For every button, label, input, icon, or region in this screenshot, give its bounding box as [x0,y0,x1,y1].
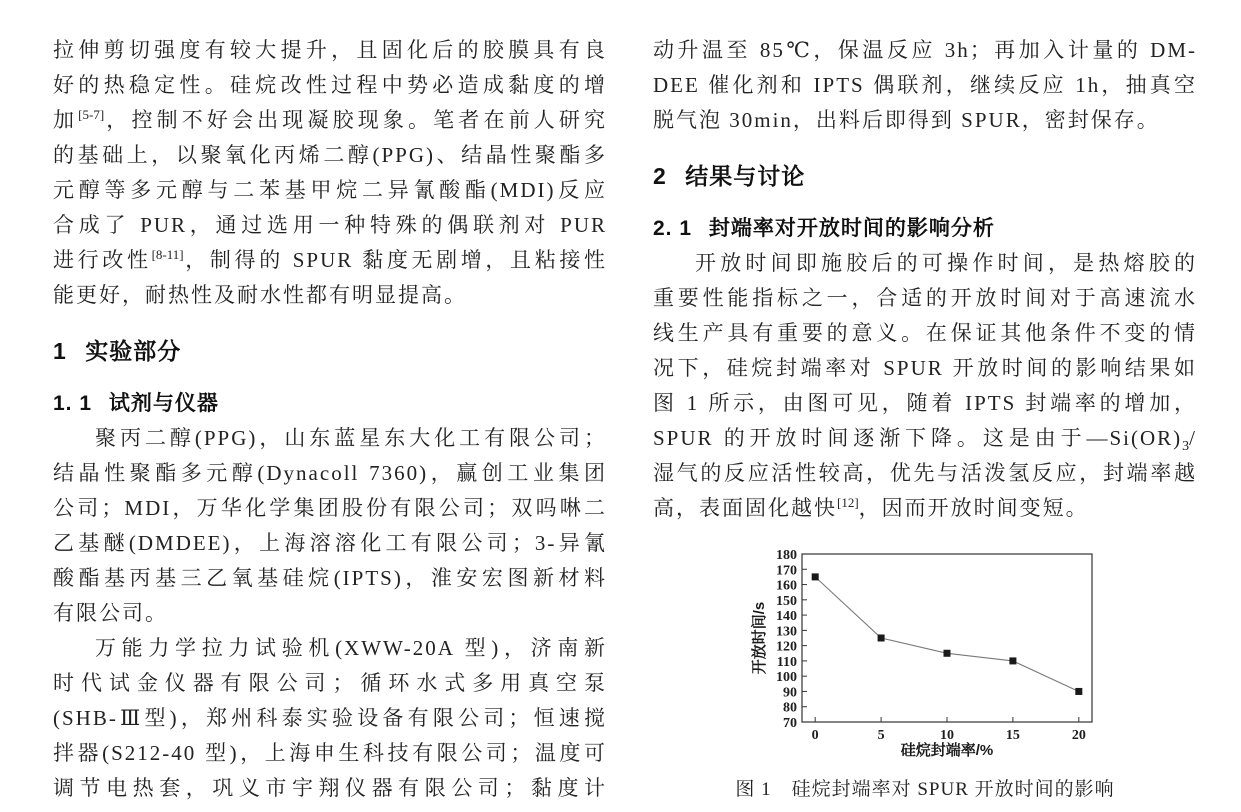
right-column [653,33,1197,801]
text-line [53,526,607,561]
open-time-vs-capping-rate-chart [750,544,1100,759]
text-run: 的基础上，以聚氧化丙烯二醇(PPG)、结晶性聚酯多 [53,143,607,167]
text-run: ，控制不好会出现凝胶现象。笔者在前人研究 [104,108,608,132]
text-run: 乙基醚(DMDEE)，上海溶溶化工有限公司；3-异氰 [53,531,607,555]
y-axis-tick-label: 120 [776,639,797,655]
right-column-text [653,33,1197,526]
y-axis-tick-label: 170 [776,563,797,579]
text-run: DEE 催化剂和 IPTS 偶联剂，继续反应 1h，抽真空 [653,73,1197,97]
text-line [53,596,607,631]
text-run: 能更好，耐热性及耐水性都有明显提高。 [53,283,467,307]
figure-caption: 图 1 硅烷封端率对 SPUR 开放时间的影响 [735,779,1115,800]
figure-1 [653,544,1197,801]
text-run: 重要性能指标之一，合适的开放时间对于高速流水 [653,286,1197,310]
x-axis-tick-label: 15 [1005,728,1020,743]
data-point-marker [944,650,951,657]
text-line [653,456,1197,491]
data-point-marker [878,635,885,642]
x-axis-tick-label: 0 [811,728,819,743]
x-axis-tick-label: 10 [940,728,954,743]
y-axis-tick-label: 150 [776,593,797,609]
y-axis-tick-label: 160 [776,578,797,594]
paragraph [53,33,607,313]
text-run: 调节电热套，巩义市宇翔仪器有限公司；黏度计 [53,776,607,800]
heading-title: 封端率对开放时间的影响分析 [708,217,995,240]
text-run: 元醇等多元醇与二苯基甲烷二异氰酸酯(MDI)反应 [53,178,607,202]
data-point-marker [1075,688,1082,695]
text-line [653,68,1197,103]
x-axis-tick-label: 5 [877,728,885,743]
text-run: 聚丙二醇(PPG)，山东蓝星东大化工有限公司； [95,426,607,450]
text-run: 湿气的反应活性较高，优先与活泼氢反应，封端率越 [653,461,1197,485]
y-axis-tick-label: 90 [783,685,797,701]
superscript-reference: [5-7] [78,107,105,122]
text-line [653,421,1197,456]
y-axis-tick-label: 140 [776,609,797,625]
text-run: 高，表面固化越快 [653,496,837,520]
text-line [53,103,607,138]
text-run: 动升温至 85℃，保温反应 3h；再加入计量的 DM- [653,38,1197,62]
text-run: 酸酯基丙基三乙氧基硅烷(IPTS)，淮安宏图新材料 [53,566,607,590]
y-axis-tick-label: 180 [776,548,797,563]
text-line [653,281,1197,316]
text-line [53,33,607,68]
text-line [53,138,607,173]
y-axis-title: 开放时间/s [751,601,768,675]
y-axis-tick-label: 130 [776,624,797,640]
text-run: 拉伸剪切强度有较大提升，且固化后的胶膜具有良 [53,38,607,62]
paragraph [653,33,1197,138]
paragraph [53,421,607,631]
x-axis-tick-label: 20 [1071,728,1086,743]
x-axis-title: 硅烷封端率/% [900,742,994,759]
text-run: 况下，硅烷封端率对 SPUR 开放时间的影响结果如 [653,356,1197,380]
text-line [53,736,607,771]
left-column [53,33,607,806]
text-line [53,173,607,208]
data-point-marker [812,573,819,580]
y-axis-tick-label: 80 [783,700,797,716]
text-line [653,103,1197,138]
subscript: 3 [1182,439,1190,455]
y-axis-tick-label: 100 [776,670,797,686]
text-run: 图 1 所示，由图可见，随着 IPTS 封端率的增加， [653,391,1197,415]
text-run: 好的热稳定性。硅烷改性过程中势必造成黏度的增 [53,73,607,97]
subsection-heading [653,211,1197,246]
y-axis-tick-label: 70 [783,716,797,731]
text-line [653,351,1197,386]
subsection-heading [53,386,607,421]
text-run: / [1189,426,1197,450]
text-line [53,771,607,806]
text-run: 开放时间即施胶后的可操作时间，是热熔胶的 [695,251,1197,275]
text-run: 脱气泡 30min，出料后即得到 SPUR，密封保存。 [653,108,1160,132]
heading-title: 实验部分 [85,338,182,364]
text-run: 线生产具有重要的意义。在保证其他条件不变的情 [653,321,1197,345]
text-line [653,491,1197,526]
paragraph [653,246,1197,526]
text-run: ，制得的 SPUR 黏度无剧增，且粘接性 [183,248,608,272]
text-run: 有限公司。 [53,601,168,625]
text-line [653,386,1197,421]
chart-plot-area [802,554,1092,722]
text-line [53,666,607,701]
heading-number: 1 [53,338,67,364]
text-line [53,208,607,243]
text-run: 加 [53,108,79,132]
text-line [53,631,607,666]
text-run: 合成了 PUR，通过选用一种特殊的偶联剂对 PUR [53,213,607,237]
data-series-line [815,577,1079,692]
text-run: 结晶性聚酯多元醇(Dynacoll 7360)，赢创工业集团 [53,461,607,485]
superscript-reference: [12] [837,495,859,510]
paragraph [53,631,607,806]
text-line [53,491,607,526]
text-run: 公司；MDI，万华化学集团股份有限公司；双吗啉二 [53,496,607,520]
text-run: 时代试金仪器有限公司；循环水式多用真空泵 [53,671,607,695]
text-run: ，因而开放时间变短。 [858,496,1089,520]
text-line [653,246,1197,281]
text-line [53,561,607,596]
heading-number: 2 [653,163,667,189]
text-run: SPUR 的开放时间逐渐下降。这是由于—Si(OR) [653,426,1183,450]
heading-number: 2. 1 [653,217,693,240]
text-run: 拌器(S212-40 型)，上海申生科技有限公司；温度可 [53,741,607,765]
text-line [53,456,607,491]
text-line [53,68,607,103]
text-line [653,33,1197,68]
y-axis-tick-label: 110 [776,654,797,670]
text-line [53,243,607,278]
text-run: 万能力学拉力试验机(XWW-20A 型)，济南新 [95,636,607,660]
heading-number: 1. 1 [53,392,93,415]
text-run: (SHB-Ⅲ型)，郑州科泰实验设备有限公司；恒速搅 [53,706,607,730]
text-line [653,316,1197,351]
section-heading [53,334,607,369]
text-line [53,278,607,313]
text-run: 进行改性 [53,248,152,272]
data-point-marker [1009,657,1016,664]
section-heading [653,159,1197,194]
heading-title: 结果与讨论 [685,163,806,189]
heading-title: 试剂与仪器 [108,392,219,415]
text-line [53,701,607,736]
superscript-reference: [8-11] [151,247,184,262]
text-line [53,421,607,456]
